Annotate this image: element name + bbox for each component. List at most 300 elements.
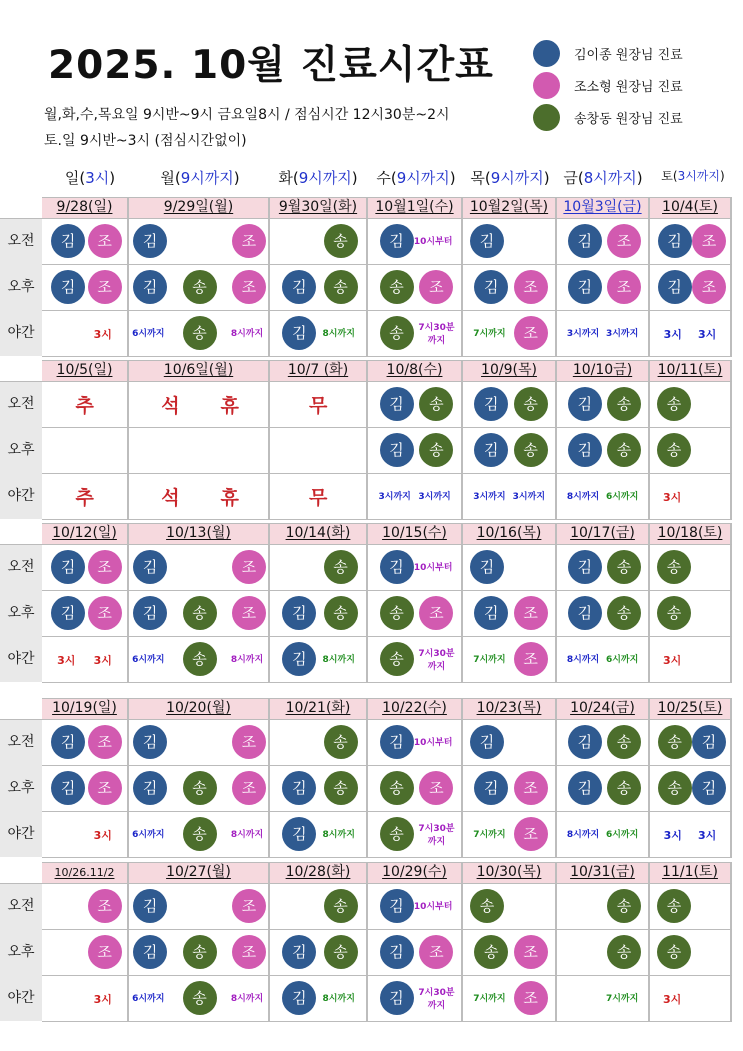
doctor-kim-marker: 김: [470, 725, 504, 759]
legend-item-cho: [533, 70, 683, 100]
doctor-cho-marker: 조: [232, 725, 266, 759]
hours-info-line-1: 월,화,수,목요일 9시반~9시 금요일8시 / 점심시간 12시30분~2시: [44, 107, 450, 123]
date-header: 10/9(목): [463, 360, 555, 381]
row-divider: [42, 360, 732, 361]
day-hours: 9시까지: [180, 169, 234, 187]
date-header: 10/23(목): [463, 698, 555, 719]
day-hours: 9시까지: [490, 169, 544, 187]
doctor-song-marker: 송: [607, 596, 641, 630]
doctor-kim-marker: 김: [568, 433, 602, 467]
row-label: 오후: [0, 765, 42, 811]
doctor-kim-marker: 김: [380, 981, 414, 1015]
date-header: 10/15(수): [368, 523, 461, 544]
time-note: 3시: [663, 328, 682, 341]
row-divider: [42, 862, 732, 863]
doctor-cho-marker: 조: [88, 889, 122, 923]
doctor-cho-marker: 조: [692, 224, 726, 258]
doctor-song-marker: 송: [380, 771, 414, 805]
doctor-song-marker: 송: [324, 725, 358, 759]
time-note: 7시까지: [473, 329, 506, 339]
time-note: 3시: [663, 829, 682, 842]
doctor-kim-marker: 김: [51, 771, 85, 805]
day-close: ): [636, 169, 643, 187]
doctor-cho-marker: 조: [88, 550, 122, 584]
time-note: 8시까지: [322, 655, 355, 665]
doctor-cho-marker: 조: [514, 596, 548, 630]
doctor-cho-marker: 조: [88, 725, 122, 759]
row-label: 야간: [0, 975, 42, 1021]
row-divider: [42, 698, 732, 699]
date-header: 10/31(금): [557, 862, 648, 883]
doctor-song-marker: 송: [324, 935, 358, 969]
row-divider: [42, 1021, 732, 1022]
doctor-cho-marker: 조: [88, 224, 122, 258]
day-name: 토(: [661, 169, 678, 183]
row-label: 오후: [0, 427, 42, 473]
doctor-kim-marker: 김: [568, 725, 602, 759]
doctor-song-marker: 송: [324, 889, 358, 923]
doctor-cho-marker: 조: [514, 817, 548, 851]
time-note: 3시까지: [605, 329, 639, 339]
doctor-kim-marker: 김: [380, 224, 414, 258]
doctor-kim-marker: 김: [568, 550, 602, 584]
time-note: 8시까지: [230, 994, 264, 1004]
date-header: 10/7 (화): [270, 360, 366, 381]
doctor-song-marker: 송: [324, 771, 358, 805]
row-label: 야간: [0, 473, 42, 519]
time-note: 6시까지: [132, 830, 165, 840]
doctor-cho-marker: 조: [419, 771, 453, 805]
doctor-song-marker: 송: [607, 771, 641, 805]
day-close: ): [233, 169, 240, 187]
time-note: 7시30분 까지: [418, 988, 455, 1011]
doctor-kim-marker: 김: [133, 771, 167, 805]
time-note: 7시까지: [605, 994, 639, 1004]
doctor-kim-marker: 김: [133, 935, 167, 969]
doctor-kim-marker: 김: [133, 224, 167, 258]
time-note: 3시까지: [512, 492, 546, 502]
row-label: 오전: [0, 381, 42, 427]
time-note: 3시: [93, 993, 112, 1006]
kim-color-swatch: [533, 40, 560, 67]
time-note: 8시까지: [230, 655, 264, 665]
time-note: 8시까지: [566, 492, 600, 502]
time-note: 7시30분 까지: [418, 323, 455, 346]
time-note: 10시부터: [413, 738, 453, 748]
doctor-song-marker: 송: [380, 316, 414, 350]
day-hours: 3시: [85, 169, 110, 187]
doctor-cho-marker: 조: [514, 316, 548, 350]
time-note: 3시: [698, 829, 717, 842]
cho-color-swatch: [533, 72, 560, 99]
date-header: 10/17(금): [557, 523, 648, 544]
date-header: 9월30일(화): [270, 197, 366, 218]
row-divider: [42, 218, 732, 219]
doctor-song-marker: 송: [607, 387, 641, 421]
time-note: 3시까지: [418, 492, 451, 502]
doctor-song-marker: 송: [657, 433, 691, 467]
doctor-kim-marker: 김: [51, 270, 85, 304]
day-name: 수(: [376, 169, 397, 187]
doctor-song-marker: 송: [607, 889, 641, 923]
doctor-kim-marker: 김: [282, 817, 316, 851]
doctor-song-marker: 송: [324, 270, 358, 304]
doctor-song-marker: 송: [324, 550, 358, 584]
date-header: 10/27(월): [129, 862, 268, 883]
doctor-kim-marker: 김: [133, 889, 167, 923]
doctor-song-marker: 송: [658, 771, 692, 805]
doctor-song-marker: 송: [419, 387, 453, 421]
row-label: 야간: [0, 310, 42, 356]
day-header: [460, 167, 560, 188]
date-header: 10/18(토): [650, 523, 730, 544]
holiday-label: 추: [75, 487, 94, 509]
time-note: 6시까지: [132, 994, 165, 1004]
row-divider: [0, 883, 42, 884]
row-label: 오전: [0, 544, 42, 590]
date-header: 10/22(수): [368, 698, 461, 719]
row-divider: [0, 544, 42, 545]
day-hours: 8시까지: [583, 169, 637, 187]
doctor-cho-marker: 조: [607, 224, 641, 258]
day-header: [268, 167, 368, 188]
page-title: 2025. 10월 진료시간표: [48, 43, 494, 88]
time-note: 10시부터: [413, 902, 453, 912]
doctor-cho-marker: 조: [232, 596, 266, 630]
holiday-label: 추: [75, 395, 94, 417]
date-header: 10/21(화): [270, 698, 366, 719]
date-header: 10/28(화): [270, 862, 366, 883]
day-name: 일(: [64, 169, 86, 187]
doctor-song-marker: 송: [607, 935, 641, 969]
doctor-kim-marker: 김: [658, 270, 692, 304]
time-note: 6시까지: [132, 655, 165, 665]
doctor-kim-marker: 김: [282, 771, 316, 805]
legend-item-song: [533, 102, 683, 132]
day-name: 금(: [563, 169, 584, 187]
time-note: 7시까지: [473, 994, 506, 1004]
time-note: 7시까지: [473, 830, 506, 840]
row-divider: [42, 197, 732, 198]
doctor-kim-marker: 김: [282, 596, 316, 630]
song-color-swatch: [533, 104, 560, 131]
date-header: 10/10금): [557, 360, 648, 381]
doctor-kim-marker: 김: [692, 771, 726, 805]
doctor-kim-marker: 김: [51, 550, 85, 584]
doctor-song-marker: 송: [657, 596, 691, 630]
time-note: 8시까지: [322, 329, 355, 339]
row-divider: [42, 473, 732, 474]
time-note: 7시30분 까지: [418, 649, 455, 672]
row-divider: [42, 427, 732, 428]
day-header: [553, 167, 653, 188]
row-label: 야간: [0, 811, 42, 857]
day-hours: 9시까지: [396, 169, 450, 187]
holiday-label: 무: [309, 487, 328, 509]
doctor-kim-marker: 김: [133, 550, 167, 584]
doctor-song-marker: 송: [183, 270, 217, 304]
row-label: 오전: [0, 218, 42, 264]
doctor-cho-marker: 조: [88, 596, 122, 630]
doctor-kim-marker: 김: [568, 596, 602, 630]
doctor-cho-marker: 조: [514, 771, 548, 805]
doctor-song-marker: 송: [657, 889, 691, 923]
doctor-kim-marker: 김: [282, 935, 316, 969]
row-divider: [0, 381, 42, 382]
time-note: 8시까지: [322, 994, 355, 1004]
doctor-song-marker: 송: [657, 387, 691, 421]
row-label: 오전: [0, 883, 42, 929]
doctor-song-marker: 송: [657, 550, 691, 584]
doctor-kim-marker: 김: [380, 387, 414, 421]
time-note: 3시: [57, 654, 76, 667]
row-divider: [42, 356, 732, 357]
date-header: 10/11(토): [650, 360, 730, 381]
date-header: 10/5(일): [42, 360, 127, 381]
time-note: 10시부터: [413, 563, 453, 573]
doctor-cho-marker: 조: [692, 270, 726, 304]
row-divider: [42, 765, 732, 766]
time-note: 8시까지: [566, 830, 600, 840]
day-close: ): [109, 169, 116, 187]
time-note: 8시까지: [230, 830, 264, 840]
date-header: 10/30(목): [463, 862, 555, 883]
time-note: 3시: [93, 328, 112, 341]
row-divider: [42, 682, 732, 683]
day-close: ): [449, 169, 456, 187]
date-header: 10/8(수): [368, 360, 461, 381]
row-label: 오후: [0, 929, 42, 975]
time-note: 3시까지: [473, 492, 506, 502]
doctor-kim-marker: 김: [470, 550, 504, 584]
doctor-cho-marker: 조: [232, 935, 266, 969]
doctor-song-marker: 송: [183, 642, 217, 676]
doctor-song-marker: 송: [607, 550, 641, 584]
doctor-song-marker: 송: [657, 935, 691, 969]
doctor-cho-marker: 조: [419, 270, 453, 304]
time-note: 3시: [663, 491, 682, 504]
time-note: 6시까지: [132, 329, 165, 339]
doctor-cho-marker: 조: [514, 642, 548, 676]
time-note: 8시까지: [322, 830, 355, 840]
row-label: 오후: [0, 264, 42, 310]
row-divider: [42, 811, 732, 812]
row-divider: [42, 381, 732, 382]
doctor-kim-marker: 김: [133, 270, 167, 304]
day-header: [40, 167, 140, 188]
doctor-cho-marker: 조: [88, 270, 122, 304]
row-divider: [42, 264, 732, 265]
row-divider: [42, 857, 732, 858]
doctor-song-marker: 송: [183, 981, 217, 1015]
doctor-song-marker: 송: [658, 725, 692, 759]
doctor-song-marker: 송: [183, 596, 217, 630]
doctor-song-marker: 송: [183, 771, 217, 805]
time-note: 3시: [663, 993, 682, 1006]
doctor-cho-marker: 조: [88, 935, 122, 969]
row-divider: [42, 883, 732, 884]
row-label: 오후: [0, 590, 42, 636]
row-label: 오전: [0, 719, 42, 765]
holiday-label: 무: [309, 395, 328, 417]
doctor-cho-marker: 조: [607, 270, 641, 304]
doctor-kim-marker: 김: [133, 725, 167, 759]
row-divider: [42, 636, 732, 637]
date-header: 10/6일(월): [129, 360, 268, 381]
doctor-cho-marker: 조: [232, 771, 266, 805]
doctor-kim-marker: 김: [658, 224, 692, 258]
date-header: 10/26.11/2: [42, 862, 127, 883]
day-header: [648, 167, 738, 184]
day-hours: 9시까지: [298, 169, 352, 187]
doctor-kim-marker: 김: [51, 725, 85, 759]
row-divider: [0, 719, 42, 720]
time-note: 6시까지: [605, 492, 639, 502]
doctor-kim-marker: 김: [380, 550, 414, 584]
time-note: 10시부터: [413, 237, 453, 247]
legend-label: 조소형 원장님 진료: [574, 79, 683, 95]
doctor-cho-marker: 조: [232, 224, 266, 258]
row-divider: [42, 523, 732, 524]
doctor-cho-marker: 조: [232, 889, 266, 923]
doctor-kim-marker: 김: [282, 270, 316, 304]
doctor-kim-marker: 김: [51, 224, 85, 258]
time-note: 7시까지: [473, 655, 506, 665]
day-name: 목(: [470, 169, 491, 187]
row-divider: [42, 975, 732, 976]
holiday-label: 석: [161, 395, 180, 417]
doctor-song-marker: 송: [380, 817, 414, 851]
row-divider: [42, 519, 732, 520]
doctor-song-marker: 송: [474, 935, 508, 969]
doctor-kim-marker: 김: [568, 224, 602, 258]
date-header: 11/1(토): [650, 862, 730, 883]
row-divider: [42, 929, 732, 930]
date-header: 10월1일(수): [368, 197, 461, 218]
day-name: 화(: [278, 169, 299, 187]
time-note: 3시: [698, 328, 717, 341]
time-note: 6시까지: [605, 655, 639, 665]
doctor-kim-marker: 김: [380, 889, 414, 923]
doctor-song-marker: 송: [607, 725, 641, 759]
doctor-song-marker: 송: [380, 642, 414, 676]
doctor-song-marker: 송: [419, 433, 453, 467]
doctor-song-marker: 송: [183, 817, 217, 851]
doctor-song-marker: 송: [607, 433, 641, 467]
doctor-kim-marker: 김: [692, 725, 726, 759]
time-note: 3시: [93, 829, 112, 842]
doctor-cho-marker: 조: [514, 935, 548, 969]
time-note: 3시: [93, 654, 112, 667]
time-note: 8시까지: [230, 329, 264, 339]
doctor-song-marker: 송: [183, 316, 217, 350]
row-divider: [42, 719, 732, 720]
doctor-cho-marker: 조: [419, 935, 453, 969]
date-header: 10월3일(금): [557, 197, 648, 218]
row-divider: [0, 218, 42, 219]
doctor-song-marker: 송: [470, 889, 504, 923]
date-header: 10월2일(목): [463, 197, 555, 218]
date-header: 10/4(토): [650, 197, 730, 218]
doctor-cho-marker: 조: [514, 981, 548, 1015]
doctor-song-marker: 송: [183, 935, 217, 969]
doctor-kim-marker: 김: [474, 270, 508, 304]
day-close: ): [543, 169, 550, 187]
doctor-kim-marker: 김: [380, 433, 414, 467]
time-note: 3시까지: [566, 329, 600, 339]
date-header: 10/12(일): [42, 523, 127, 544]
time-note: 6시까지: [605, 830, 639, 840]
date-header: 9/29일(월): [129, 197, 268, 218]
doctor-song-marker: 송: [380, 596, 414, 630]
doctor-kim-marker: 김: [474, 433, 508, 467]
doctor-cho-marker: 조: [514, 270, 548, 304]
date-header: 10/14(화): [270, 523, 366, 544]
legend-item-kim: [533, 38, 683, 68]
doctor-song-marker: 송: [324, 224, 358, 258]
day-header: [366, 167, 466, 188]
day-name: 월(: [160, 169, 181, 187]
doctor-kim-marker: 김: [380, 725, 414, 759]
doctor-song-marker: 송: [514, 387, 548, 421]
date-header: 10/25(토): [650, 698, 730, 719]
date-header: 10/20(월): [129, 698, 268, 719]
doctor-kim-marker: 김: [282, 981, 316, 1015]
day-hours: 3시까지: [677, 169, 720, 183]
time-note: 8시까지: [566, 655, 600, 665]
date-header: 9/28(일): [42, 197, 127, 218]
day-close: ): [351, 169, 358, 187]
doctor-kim-marker: 김: [133, 596, 167, 630]
time-note: 3시까지: [378, 492, 411, 502]
time-note: 7시30분 까지: [418, 824, 455, 847]
column-divider: [129, 360, 270, 519]
doctor-cho-marker: 조: [232, 270, 266, 304]
doctor-kim-marker: 김: [282, 316, 316, 350]
doctor-kim-marker: 김: [568, 387, 602, 421]
holiday-label: 석: [161, 487, 180, 509]
doctor-kim-marker: 김: [470, 224, 504, 258]
legend-label: 김이종 원장님 진료: [574, 47, 683, 63]
day-close: ): [720, 169, 725, 183]
holiday-label: 휴: [220, 395, 239, 417]
row-divider: [42, 544, 732, 545]
date-header: 10/29(수): [368, 862, 461, 883]
doctor-cho-marker: 조: [419, 596, 453, 630]
doctor-kim-marker: 김: [474, 771, 508, 805]
time-note: 3시: [663, 654, 682, 667]
doctor-kim-marker: 김: [51, 596, 85, 630]
doctor-kim-marker: 김: [474, 596, 508, 630]
doctor-song-marker: 송: [380, 270, 414, 304]
date-header: 10/16(목): [463, 523, 555, 544]
doctor-cho-marker: 조: [88, 771, 122, 805]
day-header: [150, 167, 250, 188]
date-header: 10/24(금): [557, 698, 648, 719]
date-header: 10/19(일): [42, 698, 127, 719]
doctor-kim-marker: 김: [568, 270, 602, 304]
doctor-kim-marker: 김: [380, 935, 414, 969]
date-header: 10/13(월): [129, 523, 268, 544]
legend-label: 송창동 원장님 진료: [574, 111, 683, 127]
doctor-cho-marker: 조: [232, 550, 266, 584]
row-label: 야간: [0, 636, 42, 682]
doctor-kim-marker: 김: [568, 771, 602, 805]
doctor-kim-marker: 김: [474, 387, 508, 421]
row-divider: [42, 310, 732, 311]
row-divider: [42, 590, 732, 591]
hours-info-line-2: 토.일 9시반~3시 (점심시간없이): [44, 133, 247, 149]
